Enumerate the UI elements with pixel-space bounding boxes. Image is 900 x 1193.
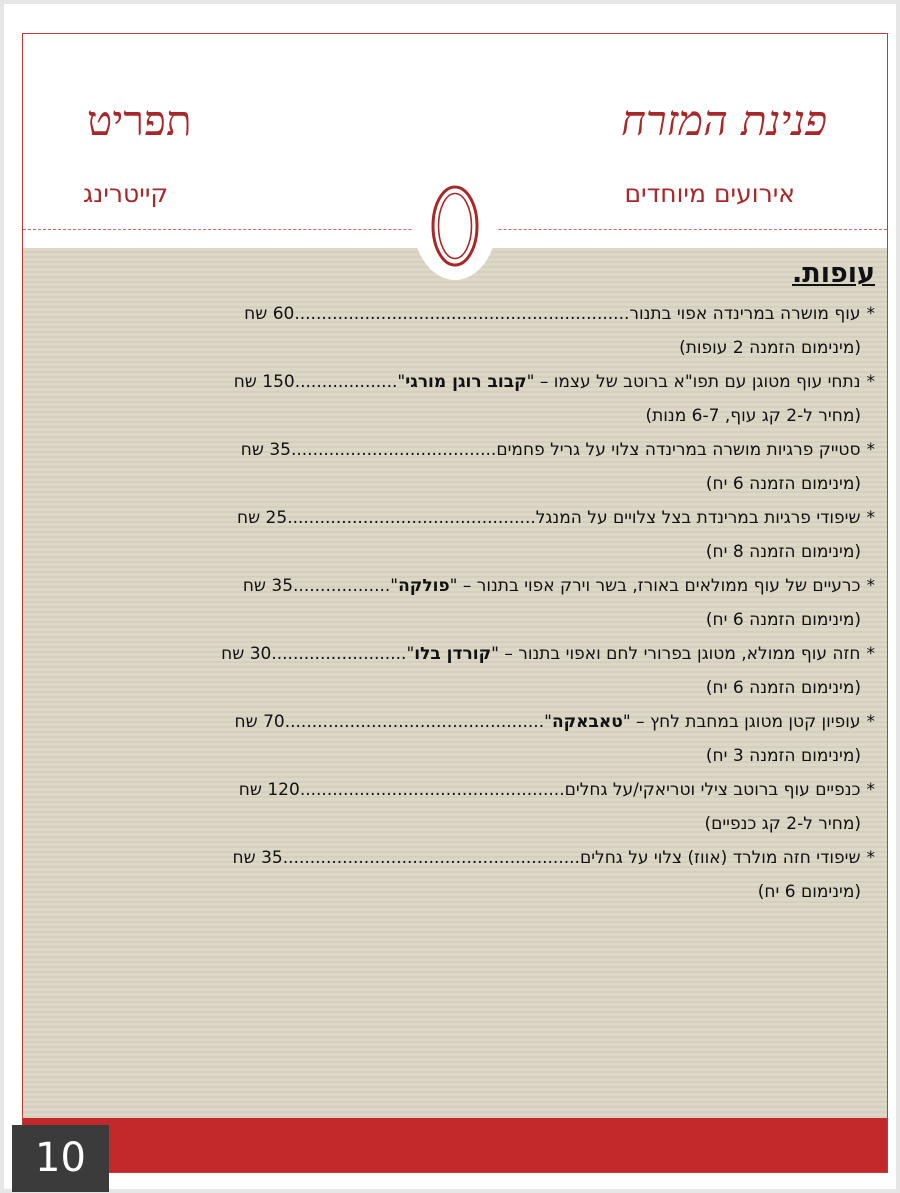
menu-item-price: 120 שח (238, 780, 300, 800)
menu-item-line (115, 501, 875, 535)
menu-item-line (115, 773, 875, 807)
tagline-events: אירועים מיוחדים (624, 179, 795, 208)
menu-item-line (115, 569, 875, 603)
dot-leader: ................................................. (299, 780, 565, 800)
menu-item-price: 60 שח (244, 304, 295, 324)
menu-item-quote: " (390, 576, 399, 596)
bullet-marker: * (866, 576, 875, 596)
footer-bar (23, 1118, 887, 1172)
menu-item-line (115, 365, 875, 399)
bullet-marker: * (866, 440, 875, 460)
menu-item-note: (מינימום הזמנה 6 יח) (705, 678, 861, 698)
menu-title: תפריט (87, 96, 192, 145)
brand-title: פנינת המזרח (620, 96, 827, 145)
menu-item-note: (מינימום הזמנה 6 יח) (705, 610, 861, 630)
page-number: 10 (12, 1125, 109, 1192)
menu-item-line (115, 297, 875, 331)
menu-item-note: (מחיר ל-2 קג עוף, 6-7 מנות) (645, 406, 861, 426)
menu-item-price: 35 שח (232, 848, 283, 868)
menu-item-line (115, 637, 875, 671)
menu-item-price: 150 שח (233, 372, 295, 392)
menu-item (115, 297, 875, 365)
dot-leader: ................... (294, 372, 398, 392)
menu-item-price: 25 שח (236, 508, 288, 528)
menu-item-list (115, 297, 875, 909)
tagline-catering: קייטרינג (83, 179, 169, 208)
menu-page (22, 33, 888, 1173)
menu-item (115, 569, 875, 637)
section-heading-poultry: עופות. (792, 258, 875, 289)
dot-leader: ......................... (271, 644, 407, 664)
menu-item-price: 30 שח (221, 644, 272, 664)
menu-item (115, 433, 875, 501)
menu-item (115, 501, 875, 569)
page-canvas (4, 4, 896, 1189)
bullet-marker: * (866, 848, 875, 868)
bullet-marker: * (866, 304, 875, 324)
bullet-marker: * (866, 712, 875, 732)
menu-item-dish-title: קורדן בלו (414, 644, 492, 664)
menu-item-note: (מינימום הזמנה 3 יח) (705, 746, 861, 766)
menu-item-note: (מינימום 6 יח) (757, 882, 861, 902)
menu-item (115, 841, 875, 909)
dot-leader: .............................................. (287, 508, 536, 528)
menu-item-quote: " (397, 372, 406, 392)
dot-leader: .................. (293, 576, 391, 596)
bullet-marker: * (866, 508, 875, 528)
bullet-marker: * (866, 780, 875, 800)
menu-item (115, 705, 875, 773)
dot-leader: .............................................................. (294, 304, 630, 324)
menu-item (115, 637, 875, 705)
menu-item-dish-title: פולקה (398, 576, 450, 596)
menu-item-note: (מינימום הזמנה 2 עופות) (679, 338, 861, 358)
menu-item-name: עוף מושרה במרינדה אפוי בתנור (629, 304, 861, 324)
dot-leader: ................................................ (284, 712, 545, 732)
menu-item-price: 35 שח (240, 440, 291, 460)
dot-leader: ....................................................... (282, 848, 580, 868)
menu-item-line (115, 841, 875, 875)
menu-item-quote: " (406, 644, 415, 664)
menu-item-price: 70 שח (234, 712, 285, 732)
bullet-marker: * (866, 372, 875, 392)
menu-item-dish-title: טאבאקה (551, 712, 623, 732)
menu-item-name: עופיון קטן מטוגן במחבת לחץ – " (622, 712, 861, 732)
menu-item-name: סטייק פרגיות מושרה במרינדה צלוי על גריל פחמים (496, 440, 861, 460)
menu-item-name: כרעיים של עוף ממולאים באורז, בשר וירק אפוי בתנור – " (449, 576, 861, 596)
menu-item-note: (מינימום הזמנה 8 יח) (705, 542, 861, 562)
menu-item-name: שיפודי חזה מולרד (אווז) צלוי על גחלים (579, 848, 861, 868)
menu-item-quote: " (544, 712, 552, 732)
menu-item-note: (מחיר ל-2 קג כנפיים) (704, 814, 861, 834)
bullet-marker: * (866, 644, 875, 664)
dot-leader: ...................................... (290, 440, 497, 460)
menu-item-line (115, 705, 875, 739)
menu-item-name: כנפיים עוף ברוטב צילי וטריאקי/על גחלים (564, 780, 861, 800)
menu-item-price: 35 שח (242, 576, 294, 596)
menu-item-line (115, 433, 875, 467)
menu-item-dish-title: קבוב רוגן מורגי (405, 372, 527, 392)
oval-ornament-icon (431, 185, 479, 267)
menu-item (115, 365, 875, 433)
menu-item-name: שיפודי פרגיות במרינדת בצל צלויים על המנגל (535, 508, 861, 528)
menu-item (115, 773, 875, 841)
menu-item-name: חזה עוף ממולא, מטוגן בפרורי לחם ואפוי בתנור – " (491, 644, 861, 664)
menu-item-note: (מינימום הזמנה 6 יח) (705, 474, 861, 494)
menu-item-name: נתחי עוף מטוגן עם תפו"א ברוטב של עצמו – " (526, 372, 861, 392)
